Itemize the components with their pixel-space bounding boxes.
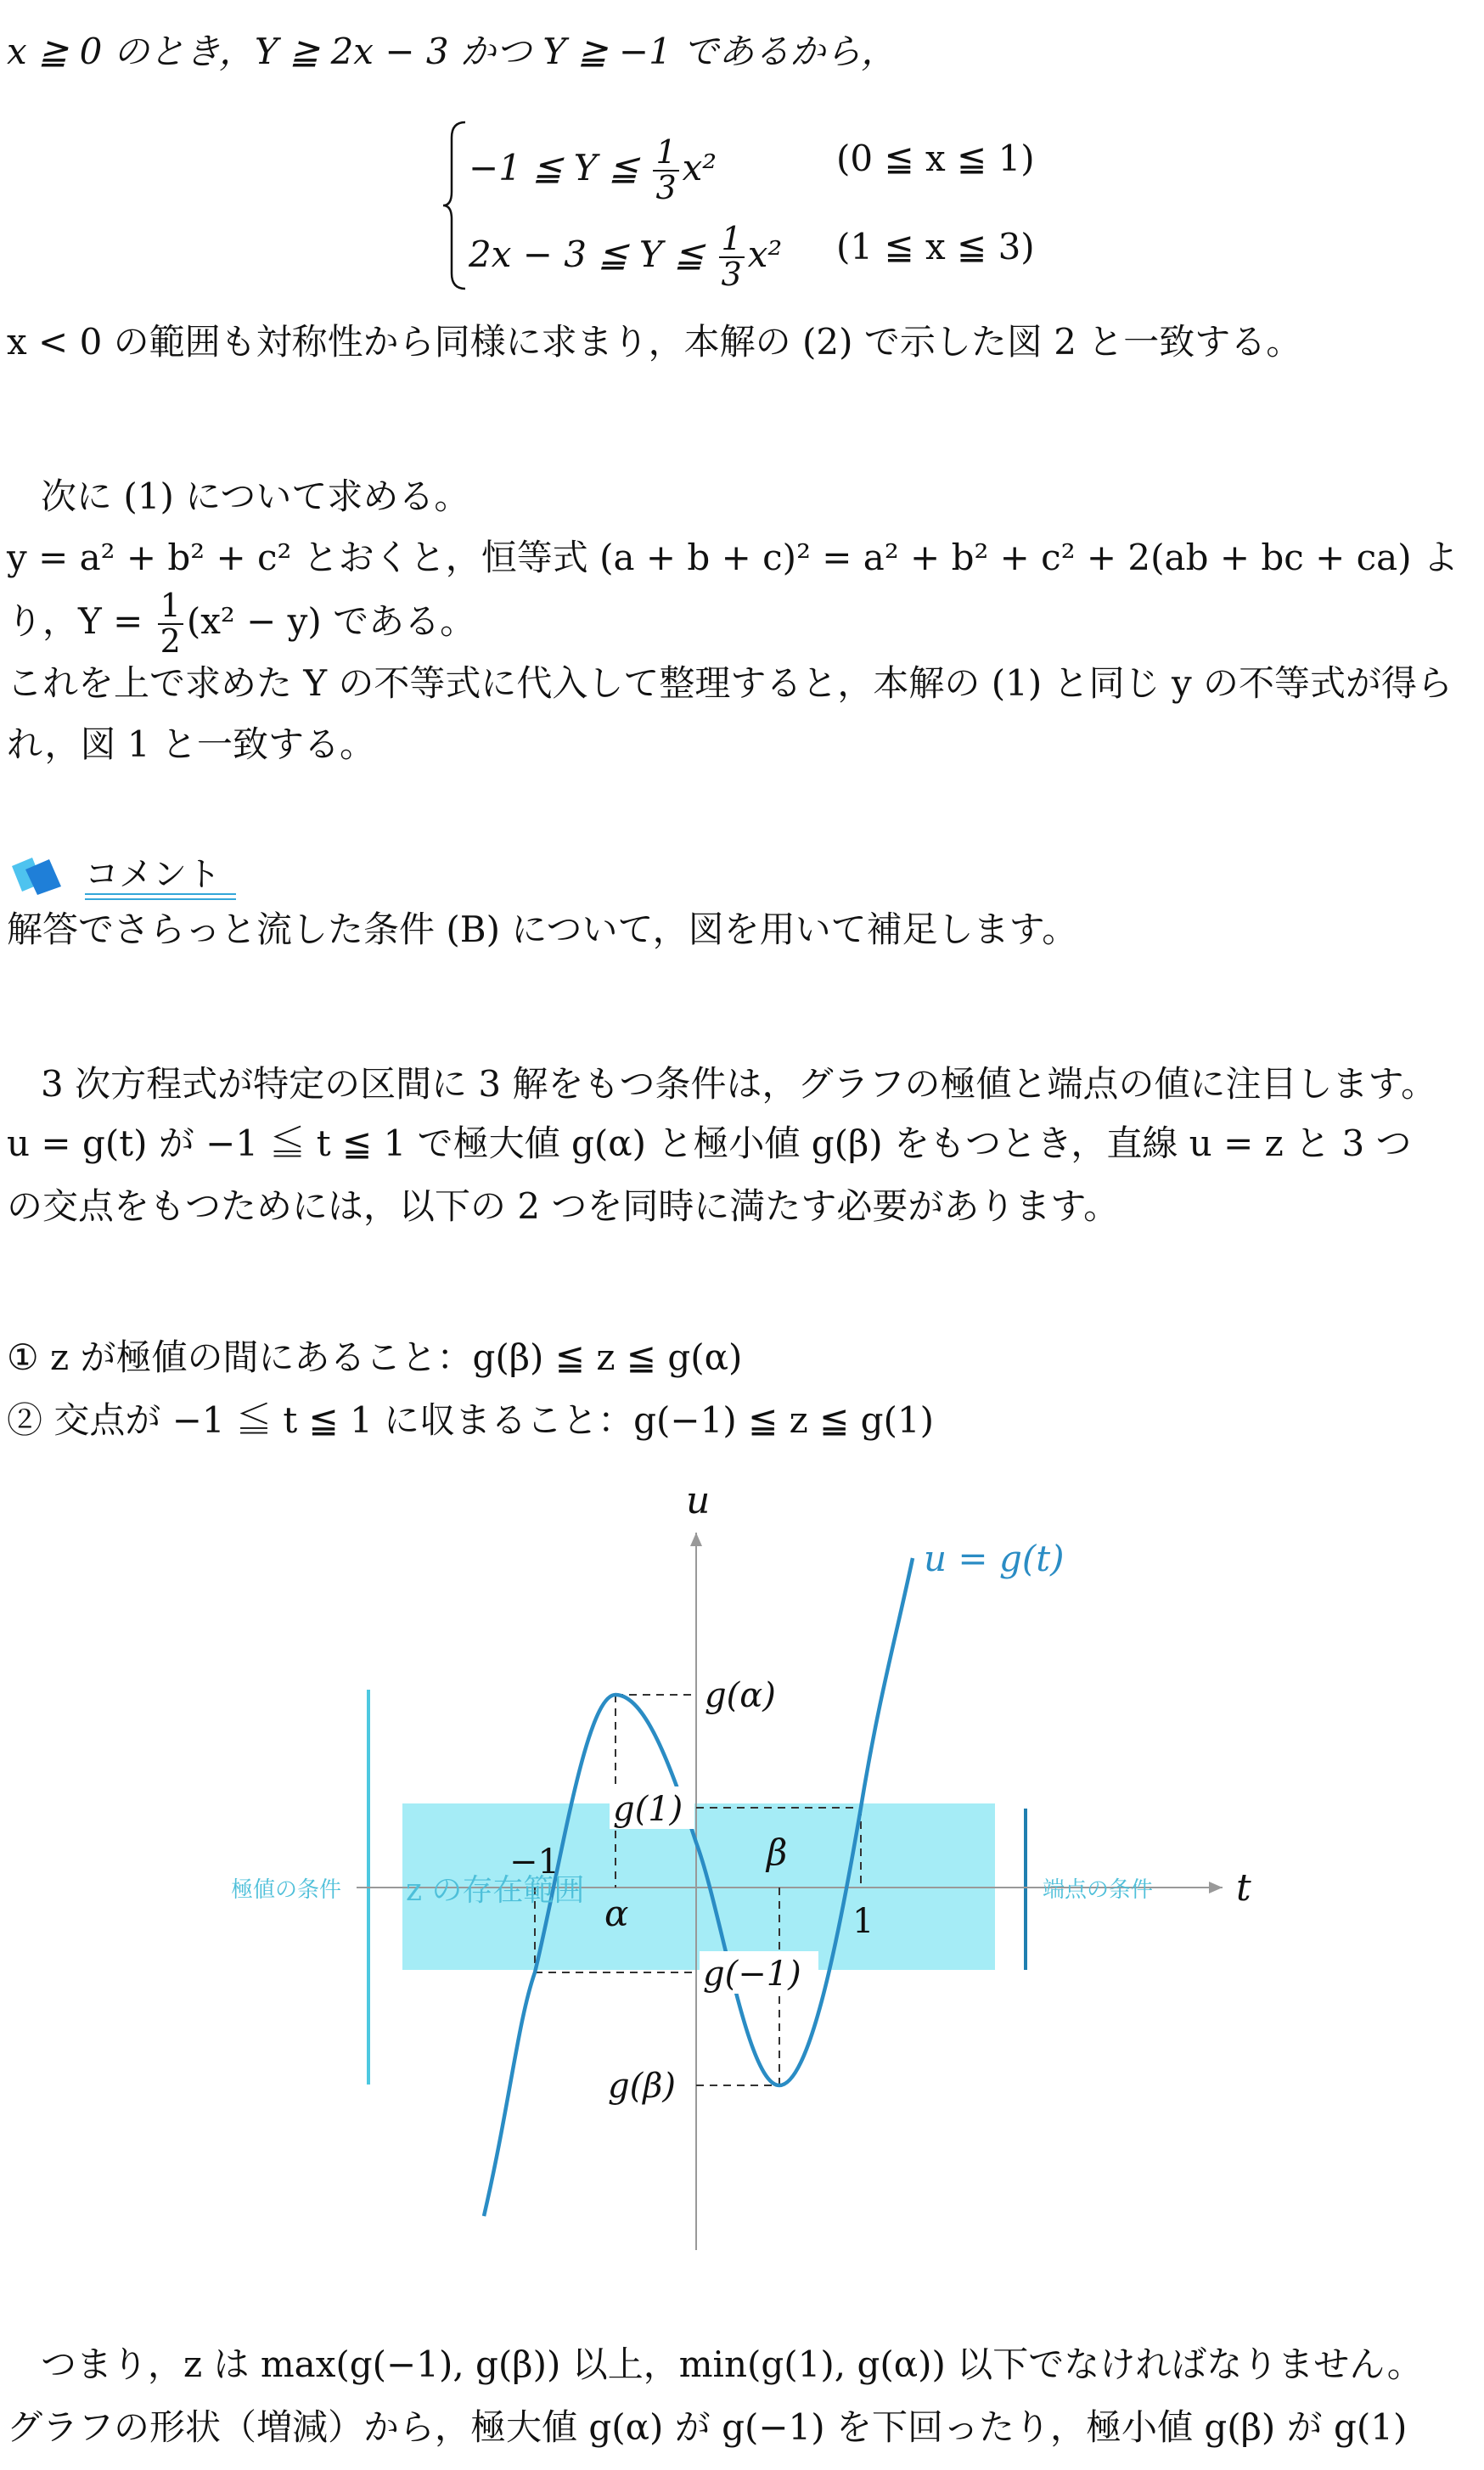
fraction xyxy=(653,133,678,206)
text-line-7: れ，図 1 と一致する。 xyxy=(7,723,375,765)
bottom-line-1: つまり，z は max(g(−1), g(β)) 以上，min(g(1), g(α)) 以下でなければなりません。 xyxy=(41,2343,1423,2385)
tick-minus-one: −1 xyxy=(509,1843,559,1882)
u-axis-arrow xyxy=(690,1533,702,1546)
body-line-3: の交点をもつためには，以下の 2 つを同時に満たす必要があります。 xyxy=(7,1185,1120,1227)
condition-1: ① z が極値の間にあること：g(β) ≦ z ≦ g(α) xyxy=(7,1336,743,1378)
text-line-4: y = a² + b² + c² とおくと，恒等式 (a + b + c)² = a² + b² + c² + 2(ab + bc + ca) よ xyxy=(7,537,1459,578)
label-g-minus-one: g(−1) xyxy=(703,1955,801,1994)
fraction-denominator: 3 xyxy=(655,168,677,206)
system-cond-2: (1 ≦ x ≦ 3) xyxy=(836,226,1035,267)
t-axis-label: t xyxy=(1236,1866,1251,1910)
u-axis-label: u xyxy=(686,1479,711,1522)
text-line-2: x < 0 の範囲も対称性から同様に求まり，本解の (2) で示した図 2 と一致する。 xyxy=(7,321,1302,363)
label-g-beta: g(β) xyxy=(608,2067,676,2106)
system-cond-1: (0 ≦ x ≦ 1) xyxy=(836,138,1035,179)
system-row-2 xyxy=(469,222,782,292)
fraction-denominator: 3 xyxy=(721,255,742,293)
system-row-2-left: 2x − 3 ≦ Y ≦ xyxy=(469,233,716,275)
system-row-2-right: x² xyxy=(747,233,783,275)
fraction xyxy=(719,222,745,292)
text-line-5-pre: り，Y = xyxy=(7,599,155,642)
condition-2: ② 交点が −1 ≦ t ≦ 1 に収まること：g(−1) ≦ z ≦ g(1) xyxy=(7,1399,935,1441)
comment-icon xyxy=(7,851,75,895)
fraction-numerator: 1 xyxy=(158,589,183,625)
left-condition-label: 極値の条件 xyxy=(231,1877,342,1903)
text-line-6: これを上で求めた Y の不等式に代入して整理すると，本解の (1) と同じ y の不等式が得ら xyxy=(7,662,1453,704)
tick-one: 1 xyxy=(852,1902,874,1941)
label-g-one: g(1) xyxy=(613,1790,683,1829)
right-condition-label: 端点の条件 xyxy=(1043,1877,1154,1903)
t-axis-arrow xyxy=(1209,1882,1223,1893)
text-line-5-post: (x² − y) である。 xyxy=(186,599,476,642)
curve-label: u = g(t) xyxy=(924,1538,1065,1579)
comment-title: コメント xyxy=(85,855,221,894)
fraction-numerator: 1 xyxy=(719,222,745,258)
bottom-line-2: グラフの形状（増減）から，極大値 g(α) が g(−1) を下回ったり，極小値 g(β) が g(1) xyxy=(7,2406,1408,2448)
graph-figure xyxy=(0,1469,1484,2267)
fraction-denominator: 2 xyxy=(160,622,181,660)
system-row-1-left: −1 ≦ Y ≦ xyxy=(469,146,650,188)
text-line-1: x ≧ 0 のとき，Y ≧ 2x − 3 かつ Y ≧ −1 であるから， xyxy=(7,31,897,72)
label-alpha: α xyxy=(604,1893,629,1934)
fraction-numerator: 1 xyxy=(653,136,678,172)
text-line-3: 次に (1) について求める。 xyxy=(41,475,470,517)
system-row-1-right: x² xyxy=(682,146,717,188)
system-row-1 xyxy=(469,133,717,206)
fraction xyxy=(158,589,183,659)
system-brace xyxy=(441,121,467,290)
comment-underline xyxy=(85,893,236,900)
z-range-label: z の存在範囲 xyxy=(406,1873,585,1908)
body-line-2: u = g(t) が −1 ≦ t ≦ 1 で極大値 g(α) と極小値 g(β) をもつとき，直線 u = z と 3 つ xyxy=(7,1122,1412,1164)
body-line-1: 3 次方程式が特定の区間に 3 解をもつ条件は，グラフの極値と端点の値に注目します。 xyxy=(41,1063,1437,1105)
label-beta: β xyxy=(767,1831,788,1873)
comment-text: 解答でさらっと流した条件 (B) について，図を用いて補足します。 xyxy=(7,909,1078,950)
text-line-5 xyxy=(7,589,475,659)
label-g-alpha: g(α) xyxy=(705,1676,776,1715)
